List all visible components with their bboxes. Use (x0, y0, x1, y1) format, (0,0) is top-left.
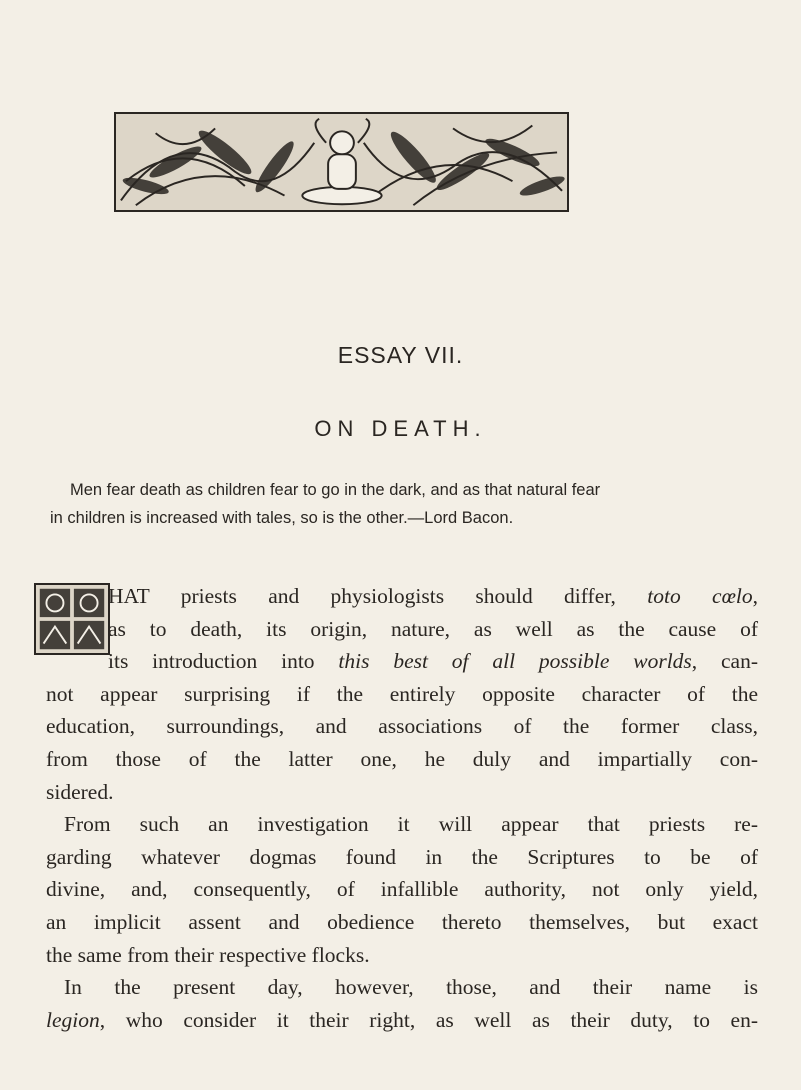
foliage-cherub-engraving-icon (116, 114, 567, 210)
epigraph (50, 476, 766, 532)
paragraph-2-line-1: From such an investigation it will appear that priests re- (64, 812, 758, 837)
paragraph-2-line-4: an implicit assent and obedience thereto themselves, but exact (46, 909, 758, 934)
italic-phrase: this best of all possible worlds (338, 649, 692, 674)
body-text-span: , can- (691, 649, 758, 674)
paragraph-3-line-1: In the present day, however, those, and their name is (64, 975, 758, 1000)
paragraph-3-line-2 (46, 1004, 758, 1037)
body-text-span: its introduction into (108, 649, 339, 674)
paragraph-1-line-4: not appear surprising if the entirely opposite character of the (46, 681, 758, 706)
essay-subtitle: ON DEATH. (314, 416, 487, 441)
paragraph-1-line-2: as to death, its origin, nature, as well as the cause of (108, 616, 758, 641)
paragraph-1-line-7: sidered. (46, 779, 114, 804)
body-text-span: HAT priests and physiologists should differ, (108, 584, 648, 608)
body-text-span: , (752, 584, 759, 608)
italic-phrase: legion (46, 1007, 100, 1032)
paragraph-1-line-1 (46, 580, 758, 613)
epigraph-line: Men fear death as children fear to go in the dark, and as that natural fear (70, 481, 601, 499)
essay-body (46, 580, 758, 1036)
epigraph-line: in children is increased with tales, so is the other.—Lord Bacon. (50, 509, 514, 527)
body-text-span: , who consider it their right, as well as their duty, to en- (99, 1007, 758, 1032)
italic-phrase: toto cœlo (647, 584, 753, 608)
paragraph-2-line-5: the same from their respective flocks. (46, 942, 370, 967)
decorative-headpiece (114, 112, 569, 212)
paragraph-1-line-5: education, surroundings, and associations of the former class, (46, 714, 758, 739)
paragraph-2-line-2: garding whatever dogmas found in the Scriptures to be of (46, 844, 758, 869)
paragraph-1-line-3 (46, 645, 758, 678)
paragraph-1-line-6: from those of the latter one, he duly and impartially con- (46, 746, 758, 771)
paragraph-2-line-3: divine, and, consequently, of infallible authority, not only yield, (46, 877, 758, 902)
essay-title: ESSAY VII. (337, 342, 464, 368)
